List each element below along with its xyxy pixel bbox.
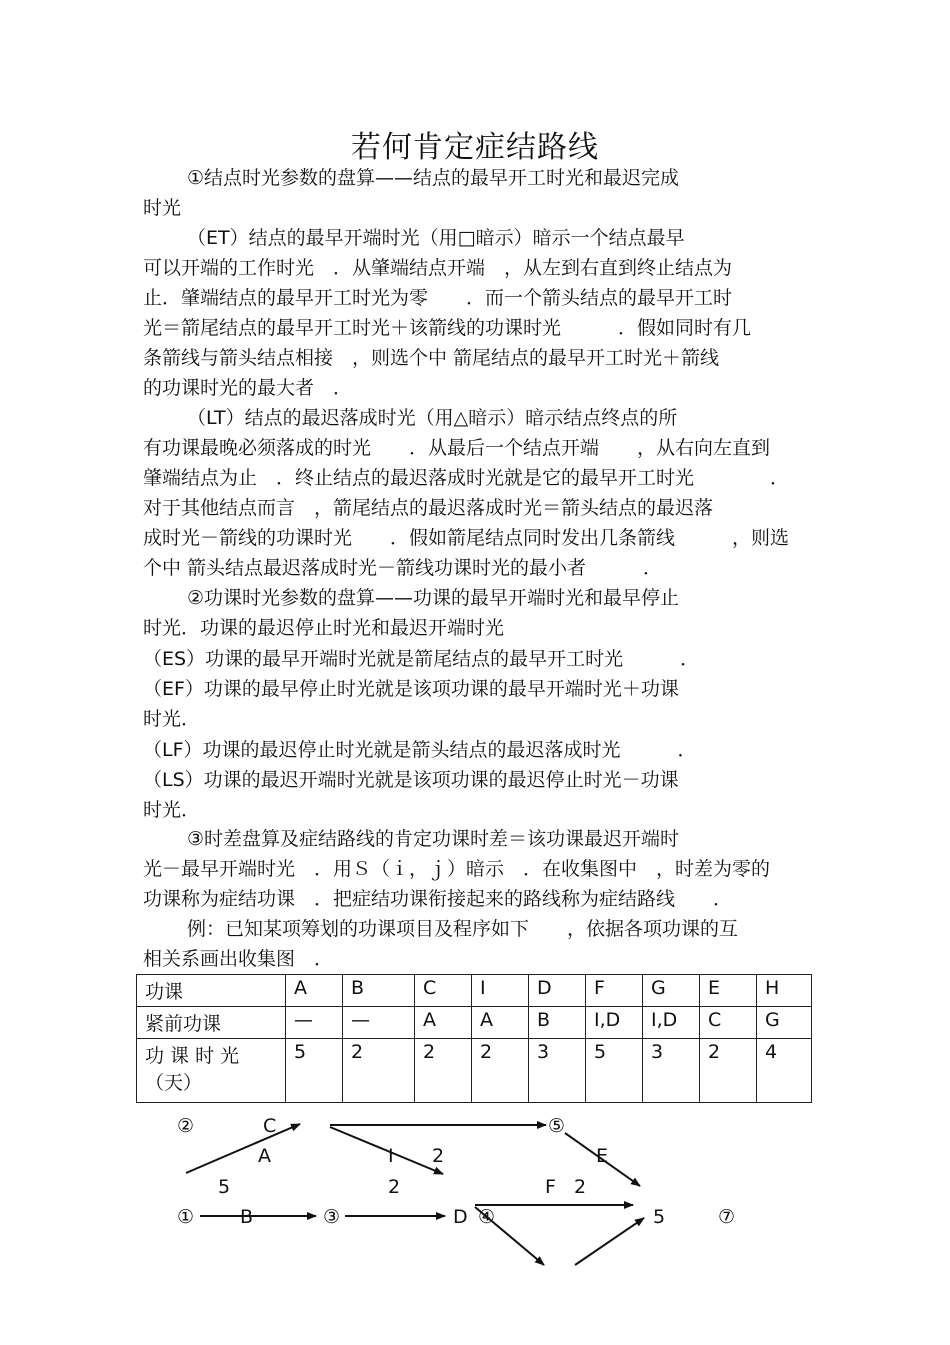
table-cell: F xyxy=(586,975,643,1007)
para-line: （ES）功课的最早开端时光就是箭尾结点的最早开工时光 ． xyxy=(143,648,700,670)
row-label-line: （天） xyxy=(145,1072,203,1094)
para-line: 成时光－箭线的功课时光 ．假如箭尾结点同时发出几条箭线 ，则选 xyxy=(143,527,790,549)
para-line: ①结点时光参数的盘算——结点的最早开工时光和最迟完成 xyxy=(187,167,680,189)
table-cell: H xyxy=(757,975,812,1007)
edge-label-f-duration: 2 xyxy=(574,1176,587,1198)
edge-label-b-duration: 2 xyxy=(388,1176,401,1198)
table-cell: 2 xyxy=(343,1039,415,1103)
table-cell: C xyxy=(700,1007,757,1039)
arrow-a xyxy=(186,1124,300,1173)
edge-label-a-duration: 5 xyxy=(218,1176,231,1198)
para-line: 时光 xyxy=(143,197,182,219)
row-label xyxy=(137,1039,286,1103)
row-label-line: 功 课 时 光 xyxy=(145,1045,240,1067)
edge-label-i: I xyxy=(388,1145,394,1167)
para-line: 功课称为症结功课 ．把症结功课衔接起来的路线称为症结路线 ． xyxy=(143,888,733,910)
table-cell: 3 xyxy=(529,1039,586,1103)
table-cell: B xyxy=(529,1007,586,1039)
table-cell: G xyxy=(643,975,700,1007)
arrow-i xyxy=(330,1127,443,1174)
para-line: 止．肇端结点的最早开工时光为零 ．而一个箭头结点的最早开工时 xyxy=(143,287,733,309)
table-cell: I,D xyxy=(643,1007,700,1039)
table-cell: 5 xyxy=(586,1039,643,1103)
edge-label-d: D xyxy=(453,1206,468,1228)
para-line: 肇端结点为止 ．终止结点的最迟落成时光就是它的最早开工时光 ． xyxy=(143,467,790,489)
para-line: （LS）功课的最迟开端时光就是该项功课的最迟停止时光－功课 xyxy=(143,769,679,791)
row-label: 紧前功课 xyxy=(137,1007,286,1039)
table-row xyxy=(137,975,812,1007)
table-cell: 3 xyxy=(643,1039,700,1103)
para-line: ②功课时光参数的盘算——功课的最早开端时光和最早停止 xyxy=(187,587,680,609)
table-row xyxy=(137,1039,812,1103)
edge-label-b: B xyxy=(240,1206,254,1228)
table-cell: A xyxy=(415,1007,472,1039)
node-2: ② xyxy=(177,1115,195,1137)
para-line: ③时差盘算及症结路线的肯定功课时差＝该功课最迟开端时 xyxy=(187,828,680,850)
node-1: ① xyxy=(177,1206,195,1228)
para-line: 条箭线与箭头结点相接 ，则选个中 箭尾结点的最早开工时光＋箭线 xyxy=(143,347,720,369)
table-cell: C xyxy=(415,975,472,1007)
table-row xyxy=(137,1007,812,1039)
table-cell: B xyxy=(343,975,415,1007)
table-cell: — xyxy=(343,1007,415,1039)
para-line: （ET）结点的最早开端时光（用□暗示）暗示一个结点最早 xyxy=(187,227,685,249)
activity-table xyxy=(136,974,812,1103)
table-cell: I xyxy=(472,975,529,1007)
edge-label-c: C xyxy=(263,1115,277,1137)
para-line: （LF）功课的最迟停止时光就是箭头结点的最迟落成时光 ． xyxy=(143,739,697,761)
para-line: 例：已知某项筹划的功课项目及程序如下 ，依据各项功课的互 xyxy=(187,918,739,940)
para-line: 时光． xyxy=(143,799,201,821)
edge-label-i-duration: 2 xyxy=(432,1145,445,1167)
table-cell: 2 xyxy=(700,1039,757,1103)
page-title: 若何肯定症结路线 xyxy=(351,130,599,165)
edge-label-a: A xyxy=(258,1145,271,1167)
row-label: 功课 xyxy=(137,975,286,1007)
para-line: 对于其他结点而言 ，箭尾结点的最迟落成时光＝箭头结点的最迟落 xyxy=(143,497,714,519)
table-cell: A xyxy=(472,1007,529,1039)
para-line: 可以开端的工作时光 ．从肇端结点开端 ，从左到右直到终止结点为 xyxy=(143,257,733,279)
table-cell: E xyxy=(700,975,757,1007)
edge-label-e: E xyxy=(596,1145,609,1167)
para-line: 光－最早开端时光 ．用Ｓ（ｉ，ｊ）暗示 ．在收集图中 ，时差为零的 xyxy=(143,858,771,880)
para-line: 个中 箭头结点最迟落成时光－箭线功课时光的最小者 ． xyxy=(143,557,663,579)
para-line: 光＝箭尾结点的最早开工时光＋该箭线的功课时光 ．假如同时有几 xyxy=(143,317,752,339)
table-cell: 2 xyxy=(472,1039,529,1103)
table-cell: 2 xyxy=(415,1039,472,1103)
para-line: 相关系画出收集图 ． xyxy=(143,948,334,970)
node-4: ④ xyxy=(478,1206,496,1228)
para-line: 的功课时光的最大者 ． xyxy=(143,377,353,399)
para-line: 有功课最晚必须落成的时光 ．从最后一个结点开端 ，从右向左直到 xyxy=(143,437,771,459)
edge-label-f: F xyxy=(545,1176,556,1198)
table-cell: D xyxy=(529,975,586,1007)
node-7: ⑦ xyxy=(718,1206,736,1228)
arrow-h xyxy=(575,1218,644,1265)
para-line: 时光． xyxy=(143,708,201,730)
network-diagram xyxy=(0,1100,950,1280)
para-line: 时光．功课的最迟停止时光和最迟开端时光 xyxy=(143,617,505,639)
table-cell: I,D xyxy=(586,1007,643,1039)
table-cell: A xyxy=(286,975,343,1007)
table-cell: — xyxy=(286,1007,343,1039)
table-cell: G xyxy=(757,1007,812,1039)
para-line: （EF）功课的最早停止时光就是该项功课的最早开端时光＋功课 xyxy=(143,678,679,700)
table-cell: 5 xyxy=(286,1039,343,1103)
node-3: ③ xyxy=(323,1206,341,1228)
para-line: （LT）结点的最迟落成时光（用△暗示）暗示结点终点的所 xyxy=(187,407,678,429)
node-5: ⑤ xyxy=(548,1115,566,1137)
node-6-label: 5 xyxy=(653,1206,666,1228)
table-cell: 4 xyxy=(757,1039,812,1103)
